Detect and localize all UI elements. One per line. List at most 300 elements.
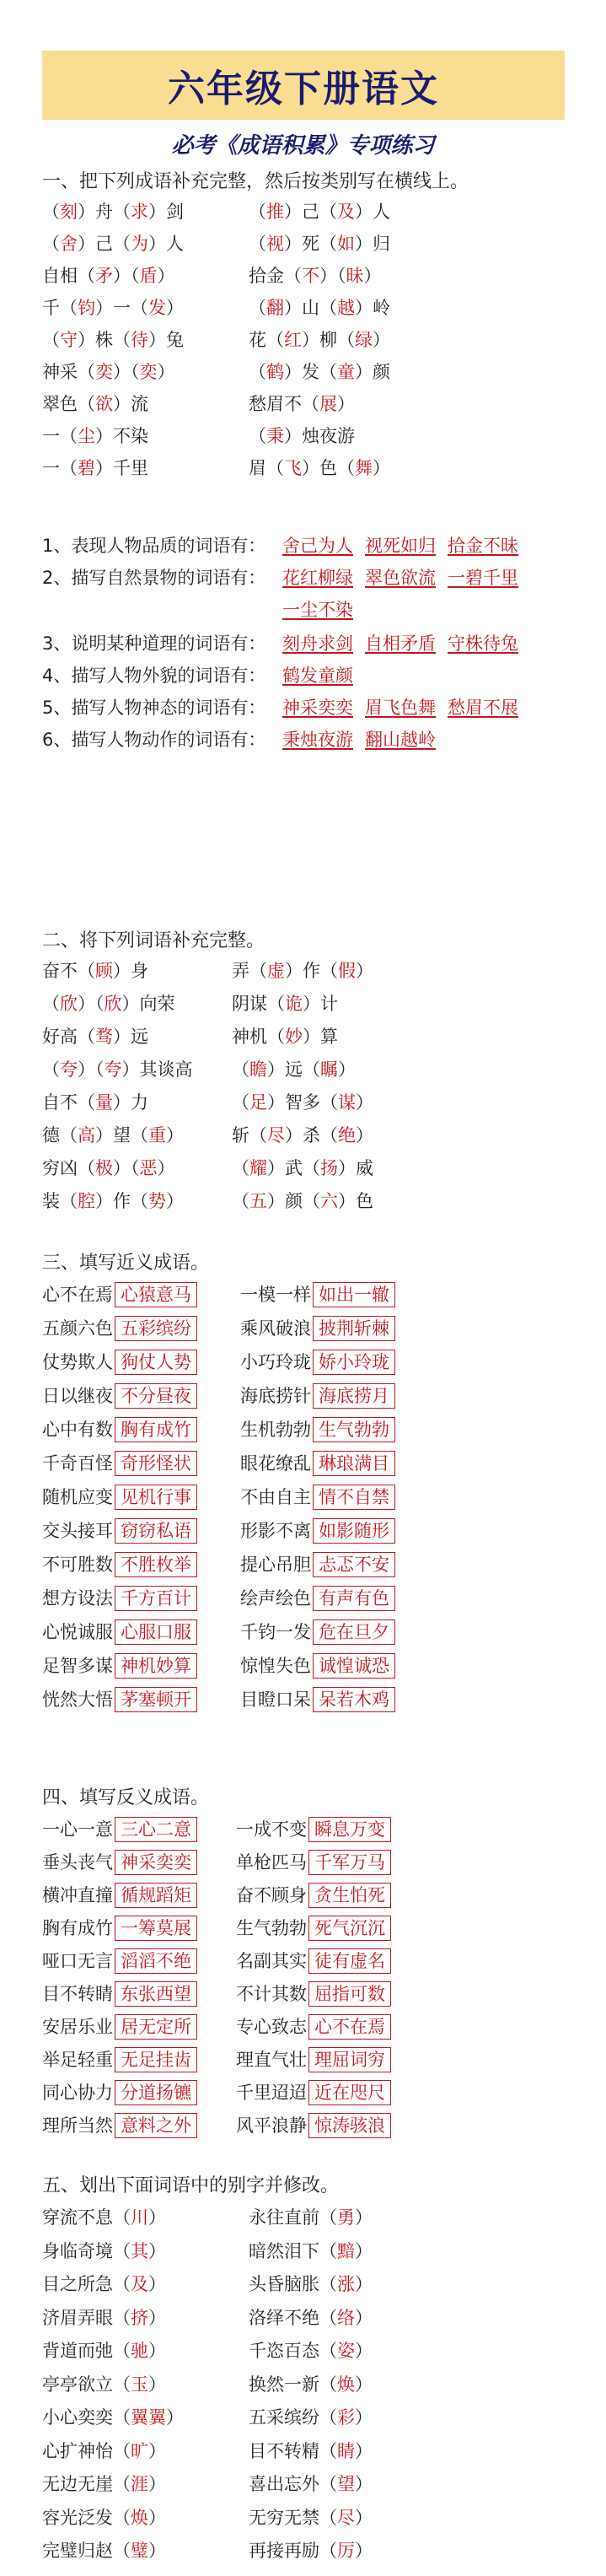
answer-box: 理屈词穷 [308,2047,391,2072]
idiom-text: 一（ [42,458,78,478]
idiom-cell [42,955,148,987]
filled-char: 童 [337,362,355,382]
idiom-cell [42,260,175,292]
filled-char: 奕 [139,362,158,382]
idiom-pair [249,2369,373,2401]
filled-char: 及 [337,202,355,222]
idiom-text: ）其谈高 [121,1059,193,1080]
idiom-word: 理所当然 [42,2115,113,2136]
answer-text: 涨 [337,2274,355,2294]
idiom-pair [249,2468,373,2500]
answer-text: 翼翼 [131,2407,166,2428]
idiom-word: 济眉弄眼 [42,2307,113,2328]
idiom-text: ）流 [113,394,148,414]
filled-char: 诡 [285,994,303,1014]
idiom-word: 喜出忘外 [249,2474,319,2494]
answer-text: 彩 [337,2407,355,2428]
idiom-word: 哑口无言 [42,1951,113,1971]
idiom-pair [240,1515,397,1547]
idiom-word: 乘风破浪 [240,1318,311,1339]
answer-box: 滔滔不绝 [115,1948,197,1974]
idiom-text: ） [373,330,390,350]
answer-box: 见机行事 [115,1485,197,1510]
filled-char: 尽 [267,1125,285,1145]
answer-box: 忐忑不安 [313,1552,395,1577]
idiom-pair [42,2110,199,2142]
classification-answer: 拾金不昧 [448,536,518,556]
idiom-word: 容光泛发 [42,2507,113,2528]
filled-char: 虚 [267,961,285,981]
answer-text: 焕 [337,2374,355,2395]
section-4-row [42,2110,565,2142]
section-3-row [42,1515,565,1547]
section-4-heading: 四、填写反义成语。 [42,1787,210,1808]
idiom-cell [249,356,390,388]
idiom-cell [232,955,373,987]
idiom-text: ）色（ [302,458,355,478]
idiom-word: 恍然大悟 [42,1689,113,1710]
idiom-pair [42,1380,199,1412]
idiom-word: 安居乐业 [42,2017,113,2037]
answer-text: 玉 [131,2374,148,2395]
idiom-word: 一心一意 [42,1819,113,1840]
idiom-pair [249,2435,373,2467]
idiom-text: ）力 [113,1092,148,1113]
idiom-pair [42,2335,166,2367]
idiom-pair [42,2201,166,2234]
idiom-cell [42,420,148,452]
idiom-cell [232,988,338,1020]
filled-char: 推 [266,202,284,222]
filled-char: 顾 [95,961,113,981]
idiom-text: ）颜（ [267,1191,320,1211]
idiom-text: 神机（ [232,1027,285,1047]
idiom-pair [249,2401,373,2433]
answer-text: 望 [337,2474,355,2494]
classification-label: 6、描写人物动作的词语有： [42,730,266,750]
idiom-word: 小心奕奕 [42,2407,113,2428]
idiom-text: ）（ [113,266,140,286]
classification-answer: 舍己为人 [282,536,353,556]
idiom-text: ）己（ [284,202,337,222]
filled-char: 求 [131,202,148,222]
section-2-row [42,1021,565,1053]
idiom-text: ）（ [113,362,140,382]
idiom-cell [249,196,390,228]
section-2-heading: 二、将下列词语补充完整。 [42,930,265,951]
paren: （ [113,2507,131,2528]
paren: （ [113,2407,131,2428]
filled-char: 奕 [95,362,113,382]
idiom-pair [236,1813,393,1846]
section-4-row [42,1813,565,1846]
paren: ） [148,2274,166,2294]
answer-box: 如影随形 [313,1518,395,1544]
idiom-pair [240,1312,397,1345]
idiom-word: 目瞪口呆 [240,1689,311,1710]
idiom-text: ）岭 [355,298,390,318]
filled-char: 昧 [346,266,364,286]
section-4-row [42,2011,565,2043]
section-3-heading: 三、填写近义成语。 [42,1253,210,1274]
idiom-cell [249,388,355,420]
idiom-pair [42,2044,199,2076]
idiom-text: ）不染 [95,426,148,446]
idiom-word: 目不转睛 [42,1984,113,2004]
idiom-text: ）归 [355,234,390,254]
answer-box: 胸有成竹 [115,1417,197,1442]
section-5-row [42,2268,565,2300]
answer-box: 循规蹈矩 [115,1883,197,1908]
idiom-cell [232,1054,356,1086]
filled-char: 舞 [355,458,373,478]
idiom-text: ） [338,1059,356,1080]
page-title: 六年级下册语文 [168,67,439,110]
section-1-row [42,452,565,484]
answer-text: 睛 [337,2440,355,2461]
idiom-pair [42,1846,199,1878]
section-4-row [42,1912,565,1944]
section-5-row [42,2335,565,2367]
idiom-pair [236,1846,393,1878]
answer-box: 有声有色 [313,1586,395,1611]
filled-char: 飞 [284,458,302,478]
filled-char: 盾 [139,266,158,286]
classification-row [42,530,530,562]
idiom-text: 愁眉不（ [249,394,319,414]
idiom-text: ） [356,1092,373,1113]
paren: ） [355,2541,373,2561]
filled-char: 扬 [320,1158,338,1178]
idiom-text: ）发（ [284,362,337,382]
idiom-cell [232,1152,373,1184]
idiom-word: 同心协力 [42,2083,113,2103]
filled-char: 展 [319,394,337,414]
filled-char: 重 [148,1125,166,1145]
page-subtitle: 必考《成语积累》专项练习 [171,133,435,159]
idiom-word: 心悦诚服 [42,1622,113,1642]
answer-box: 生气勃勃 [313,1417,395,1442]
section-5-row [42,2302,565,2334]
idiom-word: 单枪匹马 [236,1852,307,1873]
idiom-pair [42,2077,199,2109]
idiom-pair [42,1582,199,1614]
classification-answer: 翠色欲流 [365,568,436,588]
answer-text: 焕 [131,2507,148,2528]
answer-box: 心猿意马 [115,1282,197,1307]
filled-char: 势 [148,1191,166,1211]
idiom-text: 穷凶（ [42,1158,95,1178]
idiom-cell [232,1086,373,1118]
paren: （ [113,2474,131,2494]
section-5-row [42,2401,565,2433]
idiom-word: 足智多谋 [42,1656,113,1676]
idiom-pair [42,1650,199,1682]
idiom-pair [249,2235,373,2267]
idiom-pair [42,1813,199,1846]
answer-box: 海底捞月 [313,1383,395,1409]
idiom-text: ） [166,1125,184,1145]
filled-char: 翻 [266,298,284,318]
answer-text: 挤 [131,2307,148,2328]
classification-answer: 秉烛夜游 [282,730,353,750]
filled-char: 五 [249,1191,267,1211]
section-3-row [42,1414,565,1446]
section-3-row [42,1616,565,1648]
answer-text: 厉 [337,2541,355,2561]
idiom-text: 翠色（ [42,394,95,414]
section-3-row [42,1447,565,1479]
section-5-row [42,2435,565,2467]
section-1-row [42,356,565,388]
idiom-text: （ [232,1158,249,1178]
idiom-text: ）一（ [95,298,148,318]
idiom-text: ）舟（ [78,202,131,222]
idiom-word: 身临奇境 [42,2240,113,2261]
idiom-pair [240,1279,397,1311]
idiom-word: 随机应变 [42,1487,113,1507]
paren: （ [319,2507,337,2528]
filled-char: 钧 [78,298,95,318]
paren: ） [355,2274,373,2294]
paren: ） [148,2507,166,2528]
idiom-word: 形影不离 [240,1521,311,1541]
idiom-pair [240,1380,397,1412]
classification-answer: 翻山越岭 [365,730,436,750]
idiom-text: 装（ [42,1191,78,1211]
idiom-word: 千奇百怪 [42,1453,113,1474]
answer-box: 意料之外 [115,2113,197,2138]
idiom-text: ）杀（ [285,1125,338,1145]
classification-row [42,724,448,756]
idiom-text: ）人 [148,234,184,254]
idiom-word: 风平浪静 [236,2115,307,2136]
paren: （ [113,2207,131,2228]
filled-char: 瞩 [320,1059,338,1080]
classification-answer: 一尘不染 [282,600,353,620]
paren: （ [319,2240,337,2261]
idiom-text: （ [249,426,266,446]
idiom-cell [249,260,382,292]
classification-row [42,628,530,660]
section-2-row [42,1185,565,1217]
classification-answer: 神采奕奕 [282,698,353,718]
answer-box: 不分昼夜 [115,1383,197,1409]
section-5-heading: 五、划出下面词语中的别字并修改。 [42,2175,340,2196]
idiom-text: （ [42,202,60,222]
answer-text: 璧 [131,2541,148,2561]
answer-text: 旷 [131,2440,148,2461]
idiom-pair [42,1912,199,1944]
filled-char: 量 [95,1092,113,1113]
idiom-pair [240,1616,397,1648]
idiom-word: 横冲直撞 [42,1885,113,1905]
idiom-word: 千钧一发 [240,1622,311,1642]
idiom-pair [42,2401,184,2433]
idiom-word: 心不在焉 [42,1285,113,1305]
section-3-row [42,1481,565,1513]
answer-box: 呆若木鸡 [313,1687,395,1712]
idiom-text: ）烛夜游 [284,426,355,446]
idiom-pair [240,1447,397,1479]
paren: ） [355,2240,373,2261]
idiom-pair [42,2369,166,2401]
idiom-text: 自相（ [42,266,95,286]
filled-char: 碧 [78,458,95,478]
idiom-pair [42,1312,199,1345]
idiom-word: 举足轻重 [42,2050,113,2070]
idiom-cell [249,324,390,356]
idiom-cell [42,1119,184,1151]
filled-char: 越 [337,298,355,318]
filled-char: 妙 [285,1027,303,1047]
section-3-row [42,1650,565,1682]
paren: （ [319,2440,337,2461]
paren: ） [148,2474,166,2494]
paren: （ [319,2274,337,2294]
answer-box: 心不在焉 [308,2014,391,2040]
idiom-word: 一模一样 [240,1285,311,1305]
idiom-pair [249,2302,373,2334]
answer-box: 琳琅满目 [313,1451,395,1476]
idiom-pair [42,1414,199,1446]
section-3-row [42,1380,565,1412]
answer-box: 不胜枚举 [115,1552,197,1577]
idiom-word: 千里迢迢 [236,2083,307,2103]
idiom-cell [249,228,390,260]
filled-char: 发 [148,298,166,318]
idiom-pair [42,1616,199,1648]
idiom-pair [240,1414,397,1446]
idiom-cell [249,420,355,452]
classification-label: 4、描写人物外貌的词语有： [42,666,266,686]
answer-box: 瞬息万变 [308,1817,391,1842]
paren: ） [355,2341,373,2361]
idiom-pair [42,2435,166,2467]
idiom-text: ）剑 [148,202,184,222]
idiom-pair [42,2268,166,2300]
idiom-word: 日以继夜 [42,1386,113,1406]
idiom-text: （ [42,234,60,254]
idiom-word: 亭亭欲立 [42,2374,113,2395]
answer-text: 驰 [131,2341,148,2361]
filled-char: 如 [337,234,355,254]
filled-char: 欣 [104,994,122,1014]
filled-char: 绝 [338,1125,356,1145]
filled-char: 欣 [60,994,78,1014]
classification-answer: 愁眉不展 [448,698,518,718]
paren: （ [113,2341,131,2361]
idiom-text: 拾金（ [249,266,302,286]
filled-char: 待 [131,330,148,350]
classification-label: 5、描写人物神态的词语有： [42,698,266,718]
answer-box: 窃窃私语 [115,1518,197,1544]
filled-char: 绿 [355,330,373,350]
answer-text: 黯 [337,2240,355,2261]
idiom-cell [42,228,184,260]
section-3-row [42,1549,565,1581]
idiom-word: 完璧归赵 [42,2541,113,2561]
idiom-text: 神采（ [42,362,95,382]
idiom-text: ）己（ [78,234,131,254]
idiom-text: ）计 [303,994,338,1014]
section-3-row [42,1312,565,1345]
idiom-text: 好高（ [42,1027,95,1047]
answer-box: 三心二意 [115,1817,197,1842]
title-banner [42,51,565,120]
idiom-word: 无穷无禁 [249,2507,319,2528]
idiom-cell [42,1021,148,1053]
section-2-row [42,1152,565,1184]
idiom-pair [42,2502,166,2534]
idiom-text: （ [42,994,60,1014]
answer-text: 及 [131,2274,148,2294]
paren: （ [113,2240,131,2261]
idiom-pair [240,1650,397,1682]
paren: ） [166,2407,184,2428]
idiom-pair [236,2044,393,2076]
idiom-word: 换然一新 [249,2374,319,2395]
idiom-word: 理直气壮 [236,2050,307,2070]
idiom-word: 不可胜数 [42,1555,113,1575]
idiom-text: 斩（ [232,1125,267,1145]
classification-row [42,594,365,626]
answer-box: 如出一辙 [313,1282,395,1307]
answer-text: 勇 [337,2207,355,2228]
section-2-row [42,988,565,1020]
idiom-word: 专心致志 [236,2017,307,2037]
idiom-cell [232,1021,338,1053]
filled-char: 腔 [78,1191,95,1211]
filled-char: 不 [302,266,319,286]
idiom-text: （ [232,1092,249,1113]
idiom-cell [42,324,184,356]
idiom-text: ）兔 [148,330,184,350]
answer-box: 无足挂齿 [115,2047,197,2072]
paren: ） [355,2474,373,2494]
idiom-text: ） [166,298,184,318]
answer-text: 尽 [337,2507,355,2528]
idiom-pair [42,2302,166,2334]
filled-char: 夸 [104,1059,122,1080]
answer-box: 贪生怕死 [308,1883,391,1908]
idiom-cell [249,292,390,324]
filled-char: 秉 [266,426,284,446]
answer-box: 徒有虚名 [308,1948,391,1974]
paren: ） [355,2307,373,2328]
filled-char: 刻 [60,202,78,222]
paren: ） [148,2440,166,2461]
filled-char: 耀 [249,1158,267,1178]
filled-char: 假 [338,961,356,981]
section-3-row [42,1346,565,1378]
answer-text: 姿 [337,2341,355,2361]
filled-char: 极 [95,1158,113,1178]
idiom-pair [42,1279,199,1311]
answer-text: 川 [131,2207,148,2228]
idiom-text: ）智多（ [267,1092,338,1113]
section-1-row [42,420,565,452]
idiom-pair [240,1684,397,1716]
idiom-word: 提心吊胆 [240,1555,311,1575]
section-5-row [42,2468,565,2500]
paren: ） [148,2207,166,2228]
idiom-pair [236,1945,393,1977]
section-4-row [42,1945,565,1977]
answer-box: 情不自禁 [313,1485,395,1510]
idiom-pair [236,1978,393,2010]
answer-box: 死气沉沉 [308,1916,391,1941]
